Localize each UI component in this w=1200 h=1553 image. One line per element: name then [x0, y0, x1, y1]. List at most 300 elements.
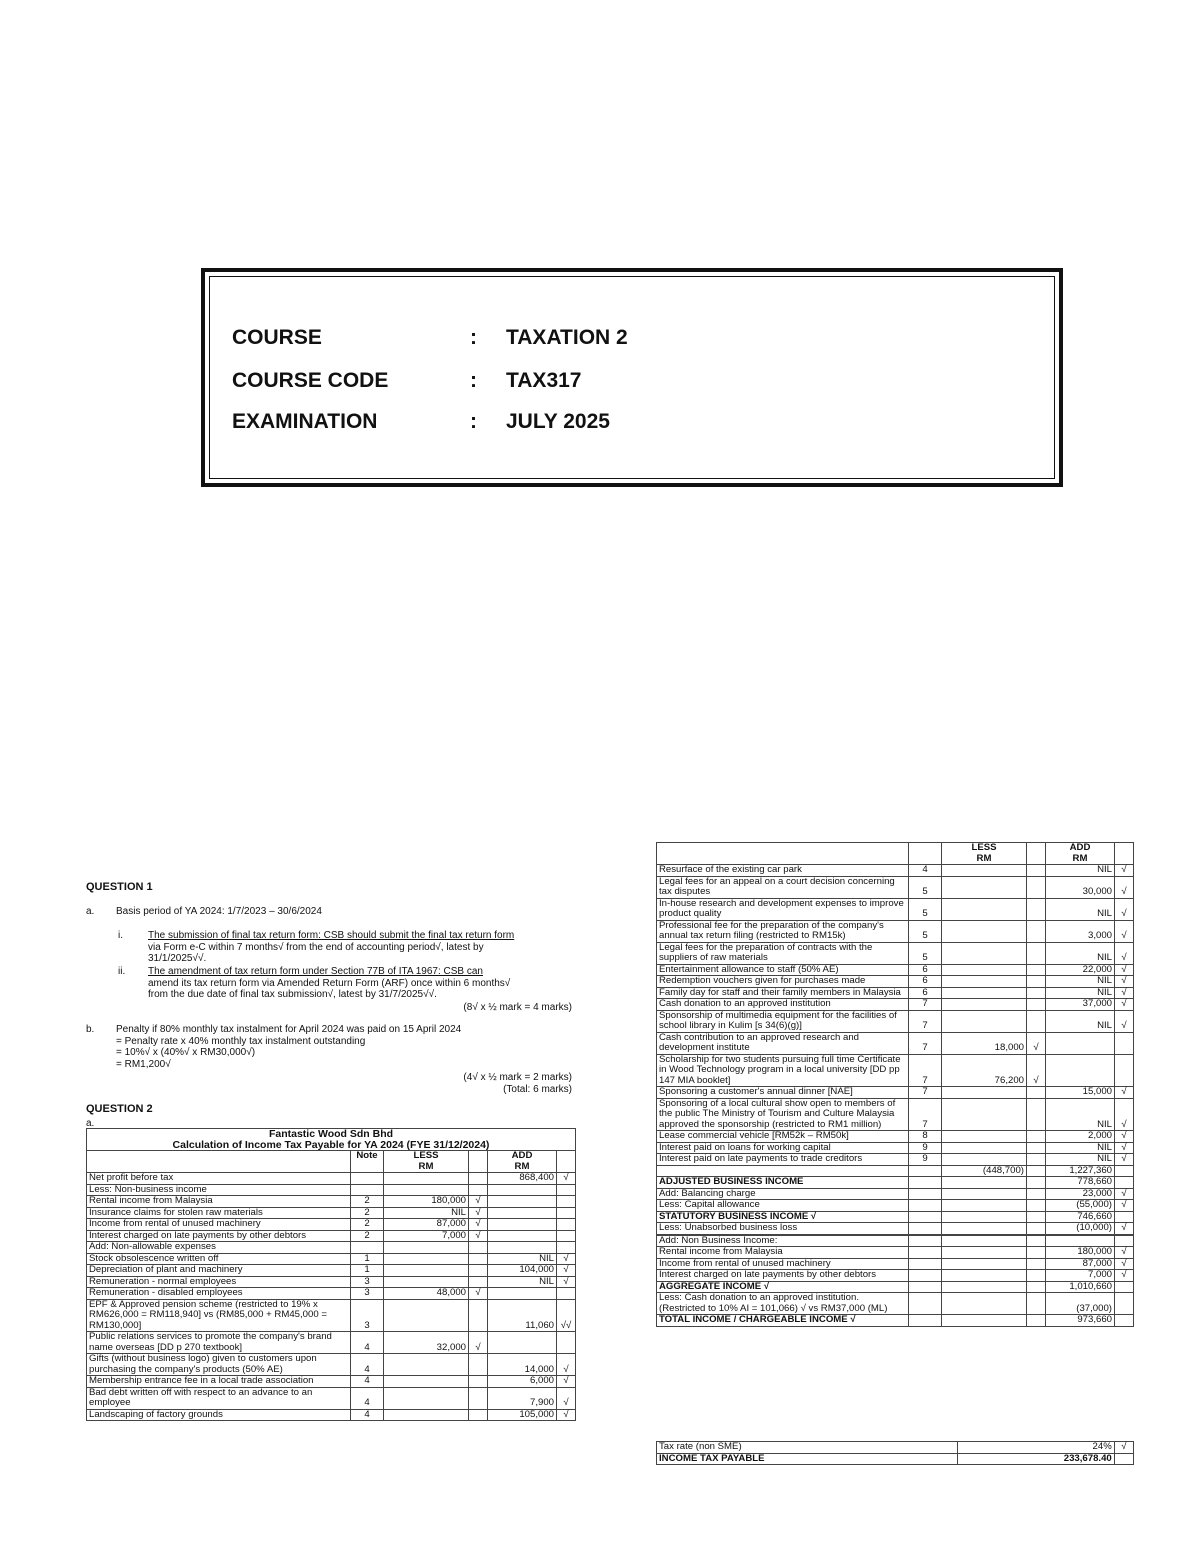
cell-n: 9: [909, 1142, 942, 1154]
cell-l: [942, 1200, 1027, 1212]
tax-payable-tick-blank: [1114, 1453, 1133, 1465]
cell-a: (37,000): [1046, 1293, 1115, 1315]
table-row: [657, 1258, 1134, 1270]
col-add-label: ADD: [1069, 842, 1091, 853]
tax-payable-table: [656, 1441, 1134, 1465]
cell-t1: [1027, 1270, 1046, 1282]
cell-t1: [1027, 942, 1046, 964]
cell-l: [942, 1315, 1027, 1327]
cell-a: NIL: [1046, 898, 1115, 920]
cell-d: Rental income from Malaysia: [87, 1196, 351, 1208]
cell-t1: [1027, 1177, 1046, 1189]
cell-n: [909, 1188, 942, 1200]
cell-d: Remuneration - normal employees: [87, 1276, 351, 1288]
cell-a: [488, 1196, 557, 1208]
cell-n: 5: [909, 942, 942, 964]
table-row: [87, 1207, 576, 1219]
cell-l: [942, 898, 1027, 920]
cell-t1: [1027, 1154, 1046, 1166]
cell-n: 4: [351, 1409, 384, 1421]
table-row: [87, 1265, 576, 1277]
cell-n: [909, 1223, 942, 1235]
cell-d: Membership entrance fee in a local trade association: [87, 1376, 351, 1388]
q1-a-label: a.: [86, 906, 95, 917]
cell-n: 5: [909, 920, 942, 942]
table-row: [87, 1196, 576, 1208]
q1-b-line: = Penalty rate x 40% monthly tax instalment outstanding: [116, 1035, 366, 1047]
q1-ii-label: ii.: [118, 966, 126, 977]
question-1-title: QUESTION 1: [86, 881, 153, 893]
q1-total-marks: (Total: 6 marks): [503, 1084, 572, 1095]
cell-t2: √: [1115, 1200, 1134, 1212]
table-row: [657, 1010, 1134, 1032]
cell-t2: [1115, 1293, 1134, 1315]
table-row: [657, 1270, 1134, 1282]
cell-l: [384, 1387, 469, 1409]
cell-t2: √: [1115, 1270, 1134, 1282]
cell-l: [384, 1376, 469, 1388]
cell-t2: √: [1115, 1087, 1134, 1099]
table-row: [657, 1293, 1134, 1315]
cell-d: Legal fees for an appeal on a court decision concerning tax disputes: [657, 876, 909, 898]
cell-a: [488, 1219, 557, 1231]
cell-d: Professional fee for the preparation of the company's annual tax return filing (restricted to RM15k): [657, 920, 909, 942]
table-row: [657, 987, 1134, 999]
cell-d: Cash contribution to an approved research and development institute: [657, 1032, 909, 1054]
tax-payable-value: 233,678.40: [957, 1453, 1114, 1465]
cell-n: 6: [909, 976, 942, 988]
cell-t2: [557, 1207, 576, 1219]
col-less: [942, 843, 1027, 865]
cell-t1: [1027, 1293, 1046, 1315]
cell-l: (448,700): [942, 1165, 1027, 1177]
cell-l: [384, 1173, 469, 1185]
cell-n: 8: [909, 1131, 942, 1143]
cell-t2: [557, 1332, 576, 1354]
cell-t1: [1027, 1165, 1046, 1177]
cell-d: Less: Non-business income: [87, 1184, 351, 1196]
cell-t2: √: [1115, 964, 1134, 976]
col-note: Note: [351, 1151, 384, 1173]
cell-l: [384, 1265, 469, 1277]
cell-a: 14,000: [488, 1354, 557, 1376]
cell-l: 7,000: [384, 1230, 469, 1242]
table-row: [87, 1276, 576, 1288]
cell-a: 87,000: [1046, 1258, 1115, 1270]
q1-i-label: i.: [118, 930, 123, 941]
table-row: [87, 1387, 576, 1409]
cell-d: Add: Non-allowable expenses: [87, 1242, 351, 1254]
tax-rate-row: [657, 1442, 1134, 1454]
cell-n: 7: [909, 1054, 942, 1087]
cell-t2: √√: [557, 1299, 576, 1332]
cell-n: [909, 1235, 942, 1247]
table-row: [657, 1200, 1134, 1212]
cell-l: [942, 1258, 1027, 1270]
table-row: [87, 1230, 576, 1242]
cell-t2: √: [557, 1276, 576, 1288]
cell-d: Redemption vouchers given for purchases made: [657, 976, 909, 988]
header-colon: :: [470, 369, 477, 392]
cell-n: 7: [909, 1098, 942, 1131]
cell-l: [942, 942, 1027, 964]
q1-i-line: The submission of final tax return form: CSB should submit the final tax return form: [148, 930, 515, 941]
table-row: [87, 1288, 576, 1300]
cell-n: 2: [351, 1207, 384, 1219]
table-row: [87, 1219, 576, 1231]
cell-a: 973,660: [1046, 1315, 1115, 1327]
cell-d: Landscaping of factory grounds: [87, 1409, 351, 1421]
cell-l: 48,000: [384, 1288, 469, 1300]
cell-n: 7: [909, 999, 942, 1011]
cell-t1: [1027, 987, 1046, 999]
cell-d: In-house research and development expenses to improve product quality: [657, 898, 909, 920]
table-row: [657, 1142, 1134, 1154]
cell-t2: [1115, 1032, 1134, 1054]
cell-a: NIL: [1046, 865, 1115, 877]
cell-l: [384, 1276, 469, 1288]
cell-t2: [1115, 1315, 1134, 1327]
table-row: [87, 1354, 576, 1376]
q1-ii-line: The amendment of tax return form under Section 77B of ITA 1967: CSB can: [148, 966, 483, 977]
col-less-unit: RM: [418, 1160, 434, 1172]
left-rows: [87, 1173, 576, 1421]
cell-t2: [557, 1230, 576, 1242]
cell-a: 2,000: [1046, 1131, 1115, 1143]
header-value: JULY 2025: [506, 410, 610, 433]
cell-n: 4: [351, 1354, 384, 1376]
cell-a: NIL: [1046, 1098, 1115, 1131]
tax-payable-label: INCOME TAX PAYABLE: [657, 1453, 958, 1465]
header-tick-blank: [1027, 843, 1046, 865]
cell-l: [942, 1281, 1027, 1293]
cell-n: [909, 1258, 942, 1270]
cell-l: [384, 1299, 469, 1332]
cell-n: 9: [909, 1154, 942, 1166]
cell-n: [351, 1242, 384, 1254]
cell-a: 104,000: [488, 1265, 557, 1277]
cell-d: Public relations services to promote the company's brand name overseas [DD p 270 textbook]: [87, 1332, 351, 1354]
cell-a: 746,660: [1046, 1211, 1115, 1223]
cell-t1: [1027, 898, 1046, 920]
q1-a-text: Basis period of YA 2024: 1/7/2023 – 30/6/2024: [116, 906, 322, 917]
q1-b-line: = RM1,200√: [116, 1058, 171, 1070]
table-row: [657, 920, 1134, 942]
cell-l: [942, 1131, 1027, 1143]
cell-a: [488, 1230, 557, 1242]
cell-l: [942, 999, 1027, 1011]
cell-t1: [1027, 876, 1046, 898]
q1-b-line: Penalty if 80% monthly tax instalment for April 2024 was paid on 15 April 2024: [116, 1024, 462, 1035]
cell-t1: √: [1027, 1054, 1046, 1087]
cell-n: [909, 1315, 942, 1327]
cell-t2: [557, 1196, 576, 1208]
cell-l: [942, 1154, 1027, 1166]
table-row: [657, 1247, 1134, 1259]
header-tick-blank: [1115, 843, 1134, 865]
cell-a: NIL: [1046, 1010, 1115, 1032]
cell-t1: [469, 1242, 488, 1254]
cell-d: Depreciation of plant and machinery: [87, 1265, 351, 1277]
cell-n: 3: [351, 1299, 384, 1332]
q1-b-label: b.: [86, 1024, 95, 1035]
table-row: [657, 1223, 1134, 1235]
right-rows: [657, 865, 1134, 1327]
header-colon: :: [470, 410, 477, 433]
cell-a: 1,227,360: [1046, 1165, 1115, 1177]
cell-a: [1046, 1032, 1115, 1054]
computation-title: Calculation of Income Tax Payable for YA 2024 (FYE 31/12/2024): [87, 1140, 576, 1151]
cell-d: TOTAL INCOME / CHARGEABLE INCOME √: [657, 1315, 909, 1327]
table-row: [87, 1253, 576, 1265]
cell-d: Income from rental of unused machinery: [657, 1258, 909, 1270]
table-row: [657, 942, 1134, 964]
tax-payable-row: [657, 1453, 1134, 1465]
q1-b-marks: (4√ x ½ mark = 2 marks): [463, 1072, 572, 1083]
cell-n: 3: [351, 1276, 384, 1288]
col-add-label: ADD: [511, 1150, 533, 1161]
cell-n: [909, 1293, 942, 1315]
cell-n: 7: [909, 1087, 942, 1099]
cell-d: Interest paid on late payments to trade creditors: [657, 1154, 909, 1166]
table-row: [87, 1173, 576, 1185]
cell-t2: √: [557, 1387, 576, 1409]
tax-computation-table-left: [86, 1128, 576, 1421]
col-less: [384, 1151, 469, 1173]
cell-t2: √: [1115, 1131, 1134, 1143]
cell-a: 3,000: [1046, 920, 1115, 942]
cell-l: 180,000: [384, 1196, 469, 1208]
cell-n: 7: [909, 1032, 942, 1054]
q1-ii-line: amend its tax return form via Amended Return Form (ARF) once within 6 months√: [148, 977, 511, 989]
cell-d: Scholarship for two students pursuing full time Certificate in Wood Technology program in a local university [DD pp 147 MIA booklet]: [657, 1054, 909, 1087]
header-value: TAX317: [506, 369, 582, 392]
cell-t2: √: [1115, 1223, 1134, 1235]
cell-a: NIL: [1046, 1154, 1115, 1166]
table-row: [657, 1032, 1134, 1054]
cell-a: 11,060: [488, 1299, 557, 1332]
cell-n: [909, 1200, 942, 1212]
cell-t2: √: [1115, 1142, 1134, 1154]
cell-a: 1,010,660: [1046, 1281, 1115, 1293]
cell-t1: [1027, 1142, 1046, 1154]
cell-n: [351, 1184, 384, 1196]
cell-t2: √: [1115, 942, 1134, 964]
cell-a: NIL: [1046, 976, 1115, 988]
cell-t1: √: [469, 1230, 488, 1242]
cell-t2: [1115, 1177, 1134, 1189]
tax-computation-table-right: [656, 842, 1134, 1327]
col-less-label: LESS: [971, 842, 997, 853]
cell-d: Sponsoring a customer's annual dinner [NAE]: [657, 1087, 909, 1099]
col-add: [488, 1151, 557, 1173]
cell-t1: [469, 1299, 488, 1332]
cell-a: [1046, 1235, 1115, 1247]
table-row: [657, 1188, 1134, 1200]
header-value: TAXATION 2: [506, 326, 628, 349]
cell-t2: √: [1115, 865, 1134, 877]
cell-a: 7,900: [488, 1387, 557, 1409]
cell-d: Less: Cash donation to an approved institution. (Restricted to 10% AI = 101,066) √ vs RM37,000 (ML): [657, 1293, 909, 1315]
cell-l: [942, 1177, 1027, 1189]
cell-t1: [1027, 1188, 1046, 1200]
header-key: COURSE: [232, 326, 322, 349]
cell-t1: [1027, 1131, 1046, 1143]
table-row: [87, 1409, 576, 1421]
col-less-unit: RM: [976, 852, 992, 864]
cell-d: [657, 1165, 909, 1177]
cell-d: Sponsorship of multimedia equipment for the facilities of school library in Kulim [s 34(6)(g)]: [657, 1010, 909, 1032]
cell-n: 4: [351, 1376, 384, 1388]
table-row: [657, 1098, 1134, 1131]
cell-t1: [1027, 1258, 1046, 1270]
cell-t2: √: [1115, 898, 1134, 920]
table-row: [87, 1242, 576, 1254]
cell-l: [942, 1235, 1027, 1247]
cell-t2: √: [1115, 920, 1134, 942]
table-row: [657, 1235, 1134, 1247]
cell-t1: [1027, 1098, 1046, 1131]
col-add-unit: RM: [1072, 852, 1088, 864]
col-add: [1046, 843, 1115, 865]
cell-l: 76,200: [942, 1054, 1027, 1087]
cell-a: NIL: [488, 1253, 557, 1265]
cell-d: Bad debt written off with respect to an advance to an employee: [87, 1387, 351, 1409]
cell-t2: √: [1115, 1188, 1134, 1200]
cell-t2: √: [1115, 999, 1134, 1011]
cell-l: 87,000: [384, 1219, 469, 1231]
cell-d: Income from rental of unused machinery: [87, 1219, 351, 1231]
cell-t2: √: [557, 1376, 576, 1388]
cell-l: [384, 1354, 469, 1376]
cell-t2: √: [1115, 987, 1134, 999]
cell-t2: √: [557, 1265, 576, 1277]
header-blank: [87, 1151, 351, 1173]
cell-a: 180,000: [1046, 1247, 1115, 1259]
cell-t2: √: [557, 1253, 576, 1265]
cell-t1: √: [1027, 1032, 1046, 1054]
cell-t2: √: [1115, 876, 1134, 898]
cell-d: Legal fees for the preparation of contracts with the suppliers of raw materials: [657, 942, 909, 964]
table-row: [657, 976, 1134, 988]
cell-a: NIL: [1046, 1142, 1115, 1154]
cell-t2: [557, 1288, 576, 1300]
cell-a: 6,000: [488, 1376, 557, 1388]
cell-d: Resurface of the existing car park: [657, 865, 909, 877]
cell-a: 105,000: [488, 1409, 557, 1421]
cell-t1: [1027, 1087, 1046, 1099]
tax-rate-label: Tax rate (non SME): [657, 1442, 958, 1454]
table-row: [657, 865, 1134, 877]
cell-l: [384, 1242, 469, 1254]
table-row: [87, 1299, 576, 1332]
computation-table-continued: [656, 842, 1134, 1327]
cell-a: NIL: [1046, 942, 1115, 964]
cell-n: 5: [909, 898, 942, 920]
cell-d: Cash donation to an approved institution: [657, 999, 909, 1011]
tax-rate-value: 24%: [957, 1442, 1114, 1454]
cell-d: Family day for staff and their family members in Malaysia: [657, 987, 909, 999]
exam-header-box: [201, 268, 1063, 487]
cell-n: 1: [351, 1253, 384, 1265]
cell-n: 6: [909, 964, 942, 976]
header-tick-blank: [557, 1151, 576, 1173]
cell-l: [942, 964, 1027, 976]
cell-l: [384, 1184, 469, 1196]
q1-b-text: [116, 1024, 566, 1070]
cell-a: 868,400: [488, 1173, 557, 1185]
cell-l: [384, 1253, 469, 1265]
cell-t2: [557, 1242, 576, 1254]
cell-l: [942, 920, 1027, 942]
computation-table: [86, 1128, 576, 1421]
table-row: [657, 1154, 1134, 1166]
table-row: [657, 1281, 1134, 1293]
q1-a-marks: (8√ x ½ mark = 4 marks): [463, 1002, 572, 1013]
cell-t1: [1027, 1010, 1046, 1032]
header-colon: :: [470, 326, 477, 349]
table-row: [657, 876, 1134, 898]
cell-l: [942, 1087, 1027, 1099]
cell-l: [942, 1270, 1027, 1282]
cell-t1: [1027, 1200, 1046, 1212]
cell-l: 32,000: [384, 1332, 469, 1354]
cell-a: (55,000): [1046, 1200, 1115, 1212]
header-blank: [909, 843, 942, 865]
cell-t2: [1115, 1281, 1134, 1293]
header-key: EXAMINATION: [232, 410, 378, 433]
cell-t2: [1115, 1235, 1134, 1247]
cell-t1: √: [469, 1207, 488, 1219]
header-blank: [657, 843, 909, 865]
cell-n: [909, 1247, 942, 1259]
cell-d: Add: Non Business Income:: [657, 1235, 909, 1247]
table-row: [657, 999, 1134, 1011]
cell-l: [942, 1223, 1027, 1235]
cell-l: [942, 1211, 1027, 1223]
cell-l: [942, 1098, 1027, 1131]
table-row: [657, 1315, 1134, 1327]
cell-l: [384, 1409, 469, 1421]
cell-d: Remuneration - disabled employees: [87, 1288, 351, 1300]
tax-rate-tick: √: [1114, 1442, 1133, 1454]
cell-t2: √: [1115, 1154, 1134, 1166]
cell-t1: [469, 1184, 488, 1196]
cell-n: 4: [909, 865, 942, 877]
q1-ii-text: [148, 966, 572, 1001]
header-key: COURSE CODE: [232, 369, 389, 392]
cell-a: 30,000: [1046, 876, 1115, 898]
cell-d: AGGREGATE INCOME √: [657, 1281, 909, 1293]
cell-l: [942, 1142, 1027, 1154]
cell-n: [909, 1177, 942, 1189]
cell-a: (10,000): [1046, 1223, 1115, 1235]
q1-i-text: [148, 930, 572, 965]
cell-t1: [1027, 964, 1046, 976]
cell-t1: [469, 1173, 488, 1185]
cell-a: 15,000: [1046, 1087, 1115, 1099]
cell-d: Gifts (without business logo) given to customers upon purchasing the company's products (50% AE): [87, 1354, 351, 1376]
cell-t1: √: [469, 1219, 488, 1231]
cell-a: [488, 1288, 557, 1300]
table-row: [87, 1376, 576, 1388]
cell-t2: √: [1115, 1247, 1134, 1259]
cell-d: Less: Capital allowance: [657, 1200, 909, 1212]
col-add-unit: RM: [514, 1160, 530, 1172]
cell-d: Interest charged on late payments by other debtors: [657, 1270, 909, 1282]
cell-n: [909, 1281, 942, 1293]
q2-a-label: a.: [86, 1118, 95, 1129]
